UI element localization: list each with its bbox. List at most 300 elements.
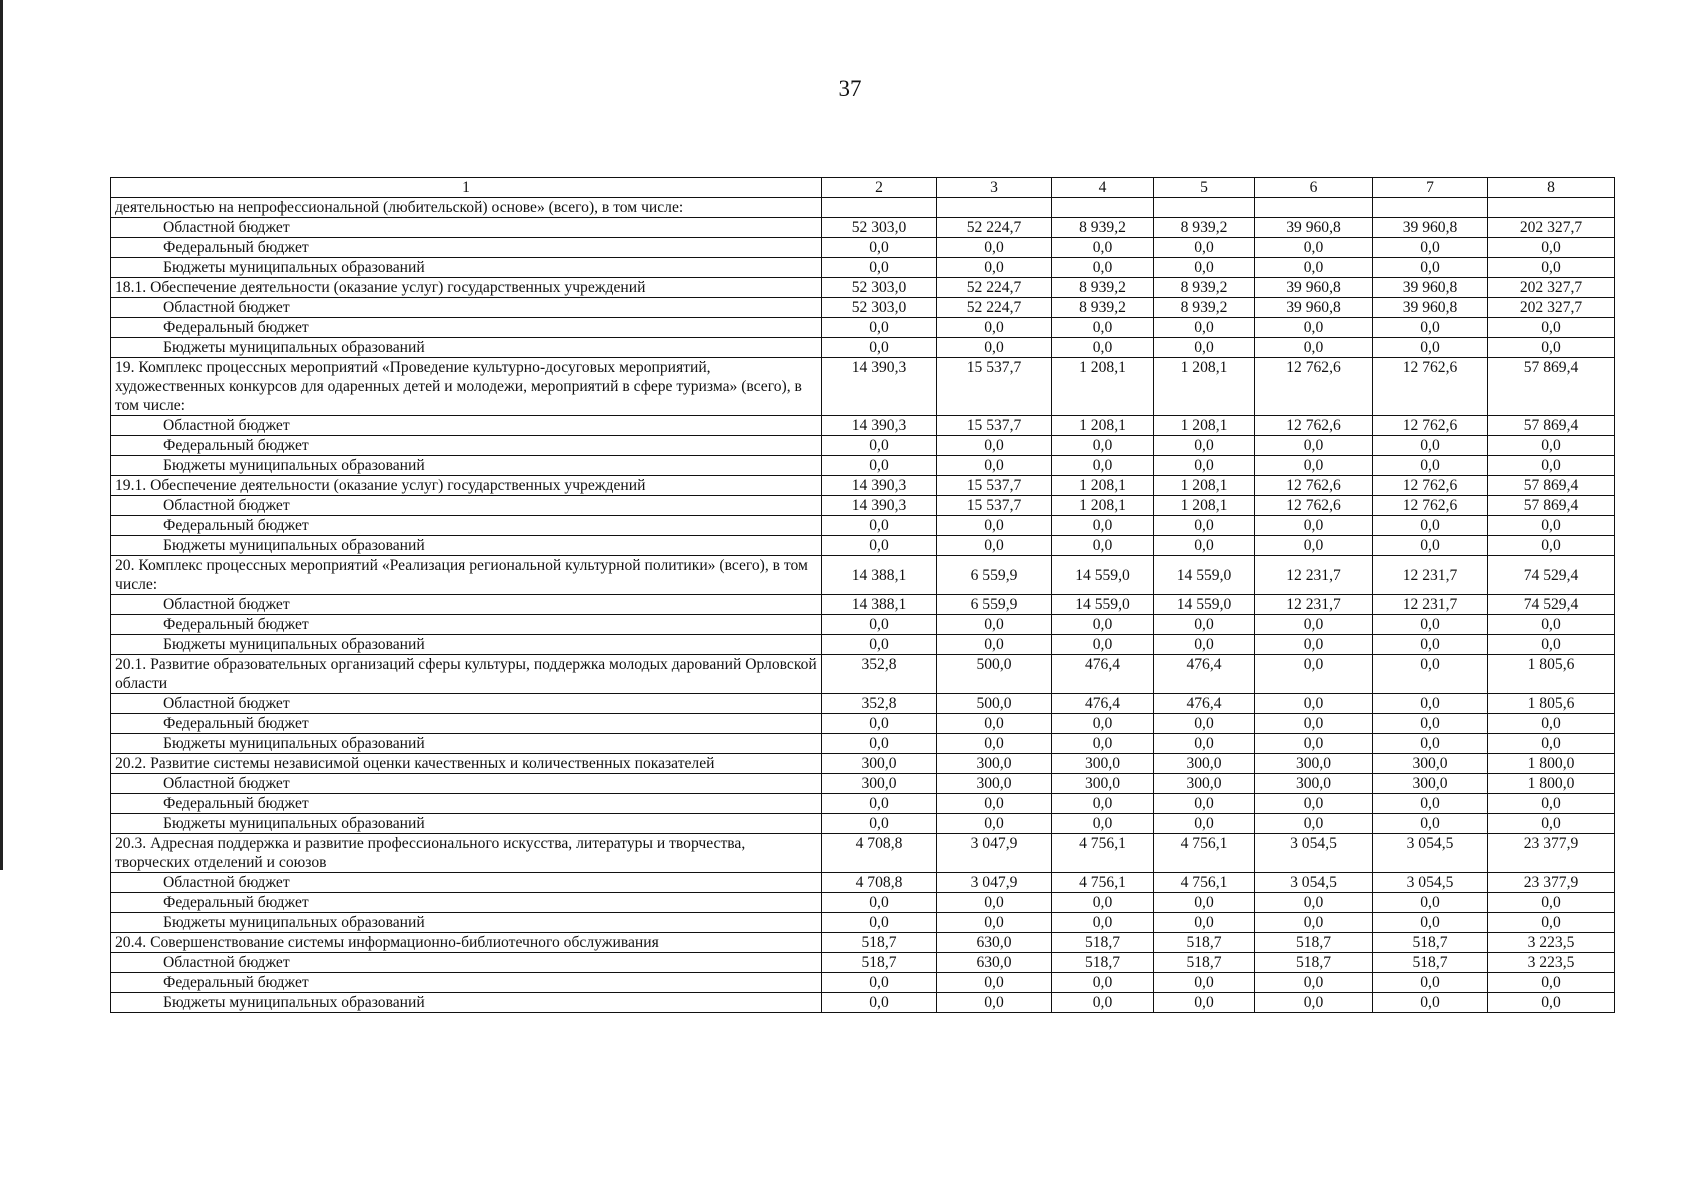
value-cell: 0,0: [1373, 238, 1488, 258]
value-cell: 8 939,2: [1052, 278, 1154, 298]
value-cell: 0,0: [1373, 913, 1488, 933]
table-row-source: [111, 416, 1615, 436]
value-cell: [1373, 198, 1488, 218]
value-cell: 0,0: [937, 913, 1052, 933]
value-cell: 8 939,2: [1052, 218, 1154, 238]
value-cell: 15 537,7: [937, 416, 1052, 436]
value-cell: 0,0: [1488, 436, 1615, 456]
value-cell: 3 054,5: [1255, 834, 1373, 873]
value-cell: 0,0: [822, 456, 937, 476]
value-cell: 6 559,9: [937, 595, 1052, 615]
value-cell: 0,0: [1052, 714, 1154, 734]
value-cell: 12 762,6: [1373, 476, 1488, 496]
value-cell: 3 047,9: [937, 873, 1052, 893]
value-cell: 1 800,0: [1488, 774, 1615, 794]
value-cell: 52 224,7: [937, 298, 1052, 318]
column-header: 3: [937, 178, 1052, 198]
table-row-group: [111, 358, 1615, 416]
value-cell: 0,0: [1373, 655, 1488, 694]
table-row-source: [111, 635, 1615, 655]
value-cell: 0,0: [1255, 456, 1373, 476]
row-label: Федеральный бюджет: [111, 318, 822, 338]
value-cell: 0,0: [1373, 973, 1488, 993]
value-cell: 0,0: [1488, 794, 1615, 814]
row-label: Федеральный бюджет: [111, 973, 822, 993]
value-cell: 0,0: [1488, 318, 1615, 338]
value-cell: 3 054,5: [1373, 834, 1488, 873]
value-cell: 0,0: [1052, 973, 1154, 993]
value-cell: 0,0: [1488, 734, 1615, 754]
table-row-group: [111, 655, 1615, 694]
value-cell: 0,0: [1373, 536, 1488, 556]
table-row-source: [111, 238, 1615, 258]
value-cell: 15 537,7: [937, 496, 1052, 516]
value-cell: 39 960,8: [1255, 298, 1373, 318]
column-header: 5: [1154, 178, 1255, 198]
value-cell: 0,0: [1373, 714, 1488, 734]
row-label: Бюджеты муниципальных образований: [111, 913, 822, 933]
row-label: Бюджеты муниципальных образований: [111, 734, 822, 754]
value-cell: 0,0: [822, 913, 937, 933]
value-cell: 202 327,7: [1488, 218, 1615, 238]
row-label: Бюджеты муниципальных образований: [111, 993, 822, 1013]
table-row-source: [111, 913, 1615, 933]
column-header: 6: [1255, 178, 1373, 198]
value-cell: 0,0: [1154, 338, 1255, 358]
header-row: [111, 178, 1615, 198]
table-row-source: [111, 536, 1615, 556]
row-label: Областной бюджет: [111, 595, 822, 615]
value-cell: 0,0: [1154, 238, 1255, 258]
value-cell: 0,0: [1154, 893, 1255, 913]
row-label: Федеральный бюджет: [111, 893, 822, 913]
value-cell: 0,0: [1373, 635, 1488, 655]
value-cell: 0,0: [1052, 258, 1154, 278]
value-cell: 1 208,1: [1154, 358, 1255, 416]
value-cell: 57 869,4: [1488, 476, 1615, 496]
value-cell: 6 559,9: [937, 556, 1052, 595]
value-cell: 0,0: [822, 318, 937, 338]
value-cell: 8 939,2: [1154, 298, 1255, 318]
value-cell: 518,7: [1052, 953, 1154, 973]
column-header: 4: [1052, 178, 1154, 198]
table-row-source: [111, 893, 1615, 913]
value-cell: 0,0: [1052, 734, 1154, 754]
value-cell: 300,0: [1154, 774, 1255, 794]
value-cell: 1 208,1: [1154, 476, 1255, 496]
value-cell: 57 869,4: [1488, 416, 1615, 436]
value-cell: 630,0: [937, 953, 1052, 973]
row-label: Бюджеты муниципальных образований: [111, 258, 822, 278]
value-cell: 0,0: [937, 436, 1052, 456]
value-cell: 0,0: [1488, 635, 1615, 655]
row-label: Федеральный бюджет: [111, 794, 822, 814]
value-cell: 0,0: [1052, 615, 1154, 635]
value-cell: 14 388,1: [822, 556, 937, 595]
value-cell: 0,0: [1373, 516, 1488, 536]
value-cell: 0,0: [1154, 794, 1255, 814]
value-cell: 0,0: [1052, 893, 1154, 913]
value-cell: 476,4: [1154, 655, 1255, 694]
value-cell: 3 223,5: [1488, 953, 1615, 973]
row-label: 20. Комплекс процессных мероприятий «Реализация региональной культурной политики» (всего), в том числе:: [111, 556, 822, 595]
value-cell: 1 208,1: [1052, 476, 1154, 496]
value-cell: 12 231,7: [1255, 556, 1373, 595]
row-label: Областной бюджет: [111, 953, 822, 973]
table-row-source: [111, 615, 1615, 635]
value-cell: 3 054,5: [1373, 873, 1488, 893]
value-cell: 0,0: [822, 338, 937, 358]
value-cell: 1 208,1: [1052, 416, 1154, 436]
column-header: 2: [822, 178, 937, 198]
value-cell: 518,7: [1373, 933, 1488, 953]
table-row-source: [111, 338, 1615, 358]
value-cell: 1 208,1: [1154, 416, 1255, 436]
value-cell: 0,0: [1255, 635, 1373, 655]
value-cell: 300,0: [937, 754, 1052, 774]
row-label: 20.2. Развитие системы независимой оценки качественных и количественных показателей: [111, 754, 822, 774]
row-label: Бюджеты муниципальных образований: [111, 635, 822, 655]
row-label: Областной бюджет: [111, 774, 822, 794]
value-cell: 0,0: [1052, 536, 1154, 556]
table-row-group: [111, 754, 1615, 774]
value-cell: 0,0: [822, 893, 937, 913]
value-cell: 0,0: [1154, 913, 1255, 933]
value-cell: 0,0: [1255, 734, 1373, 754]
value-cell: 0,0: [1373, 615, 1488, 635]
page-number: 37: [838, 76, 862, 101]
value-cell: 52 224,7: [937, 278, 1052, 298]
value-cell: [1255, 198, 1373, 218]
row-label: Областной бюджет: [111, 298, 822, 318]
value-cell: 0,0: [1052, 635, 1154, 655]
value-cell: 14 390,3: [822, 358, 937, 416]
value-cell: 57 869,4: [1488, 358, 1615, 416]
table-row-source: [111, 953, 1615, 973]
value-cell: 12 762,6: [1373, 416, 1488, 436]
value-cell: 300,0: [1154, 754, 1255, 774]
table-row-source: [111, 734, 1615, 754]
row-label: Областной бюджет: [111, 496, 822, 516]
value-cell: 0,0: [1373, 258, 1488, 278]
value-cell: 0,0: [1488, 993, 1615, 1013]
value-cell: 0,0: [822, 258, 937, 278]
value-cell: 0,0: [1154, 714, 1255, 734]
row-label: деятельностью на непрофессиональной (любительской) основе» (всего), в том числе:: [111, 198, 822, 218]
value-cell: 476,4: [1052, 655, 1154, 694]
table-row-source: [111, 714, 1615, 734]
table-row-source: [111, 516, 1615, 536]
row-label: Федеральный бюджет: [111, 615, 822, 635]
value-cell: 12 231,7: [1255, 595, 1373, 615]
value-cell: 0,0: [1488, 714, 1615, 734]
table-row-source: [111, 873, 1615, 893]
value-cell: 0,0: [1052, 516, 1154, 536]
value-cell: 0,0: [1154, 734, 1255, 754]
value-cell: 518,7: [1052, 933, 1154, 953]
row-label: Областной бюджет: [111, 218, 822, 238]
value-cell: 12 762,6: [1255, 416, 1373, 436]
value-cell: 0,0: [937, 318, 1052, 338]
value-cell: 3 223,5: [1488, 933, 1615, 953]
value-cell: 300,0: [1373, 754, 1488, 774]
value-cell: 0,0: [1154, 615, 1255, 635]
value-cell: 0,0: [1052, 456, 1154, 476]
value-cell: 3 047,9: [937, 834, 1052, 873]
value-cell: 0,0: [1373, 814, 1488, 834]
value-cell: 1 208,1: [1154, 496, 1255, 516]
value-cell: [937, 198, 1052, 218]
row-label: Федеральный бюджет: [111, 714, 822, 734]
value-cell: 300,0: [1052, 774, 1154, 794]
value-cell: 518,7: [822, 953, 937, 973]
value-cell: 0,0: [937, 338, 1052, 358]
table-row-source: [111, 436, 1615, 456]
value-cell: 300,0: [1373, 774, 1488, 794]
value-cell: 518,7: [1373, 953, 1488, 973]
value-cell: 12 762,6: [1373, 496, 1488, 516]
value-cell: 0,0: [1488, 338, 1615, 358]
value-cell: 0,0: [1373, 734, 1488, 754]
budget-table-body: [111, 178, 1615, 1013]
value-cell: 14 559,0: [1052, 556, 1154, 595]
value-cell: 202 327,7: [1488, 298, 1615, 318]
value-cell: 0,0: [1052, 318, 1154, 338]
value-cell: 0,0: [1255, 655, 1373, 694]
value-cell: 0,0: [1154, 456, 1255, 476]
value-cell: 52 224,7: [937, 218, 1052, 238]
value-cell: 0,0: [1255, 993, 1373, 1013]
value-cell: 0,0: [1052, 794, 1154, 814]
value-cell: 0,0: [1255, 258, 1373, 278]
value-cell: 23 377,9: [1488, 873, 1615, 893]
row-label: 19. Комплекс процессных мероприятий «Проведение культурно-досуговых мероприятий, художественных конкурсов для одаренных детей и молодежи, мероприятий в сфере туризма» (всего), в том числе:: [111, 358, 822, 416]
budget-table: [110, 177, 1615, 1013]
value-cell: 0,0: [1488, 615, 1615, 635]
value-cell: 4 708,8: [822, 873, 937, 893]
value-cell: 15 537,7: [937, 476, 1052, 496]
value-cell: 4 756,1: [1154, 834, 1255, 873]
value-cell: 0,0: [1154, 993, 1255, 1013]
value-cell: 1 800,0: [1488, 754, 1615, 774]
value-cell: 0,0: [1373, 436, 1488, 456]
value-cell: 518,7: [1154, 933, 1255, 953]
value-cell: 0,0: [937, 635, 1052, 655]
table-row-source: [111, 694, 1615, 714]
column-header: 8: [1488, 178, 1615, 198]
table-row-source: [111, 456, 1615, 476]
value-cell: 0,0: [1488, 516, 1615, 536]
value-cell: 0,0: [1255, 694, 1373, 714]
value-cell: 518,7: [1255, 953, 1373, 973]
table-row-source: [111, 794, 1615, 814]
value-cell: 0,0: [1373, 893, 1488, 913]
value-cell: 0,0: [937, 734, 1052, 754]
value-cell: 0,0: [822, 973, 937, 993]
value-cell: 4 708,8: [822, 834, 937, 873]
row-label: 20.1. Развитие образовательных организаций сферы культуры, поддержка молодых дарований Орловской области: [111, 655, 822, 694]
value-cell: 0,0: [1255, 814, 1373, 834]
value-cell: [1154, 198, 1255, 218]
row-label: Областной бюджет: [111, 694, 822, 714]
value-cell: 52 303,0: [822, 298, 937, 318]
value-cell: 0,0: [937, 516, 1052, 536]
value-cell: 0,0: [937, 238, 1052, 258]
value-cell: 300,0: [1255, 754, 1373, 774]
value-cell: 0,0: [1488, 973, 1615, 993]
value-cell: 0,0: [1255, 516, 1373, 536]
value-cell: 0,0: [1255, 615, 1373, 635]
value-cell: 0,0: [1052, 436, 1154, 456]
row-label: Федеральный бюджет: [111, 436, 822, 456]
value-cell: 0,0: [1373, 993, 1488, 1013]
value-cell: 57 869,4: [1488, 496, 1615, 516]
value-cell: 39 960,8: [1255, 218, 1373, 238]
value-cell: 0,0: [937, 536, 1052, 556]
value-cell: 518,7: [1255, 933, 1373, 953]
value-cell: [822, 198, 937, 218]
value-cell: 476,4: [1052, 694, 1154, 714]
table-row-source: [111, 218, 1615, 238]
value-cell: 12 231,7: [1373, 595, 1488, 615]
value-cell: 0,0: [822, 993, 937, 1013]
value-cell: 0,0: [937, 993, 1052, 1013]
value-cell: 0,0: [822, 536, 937, 556]
value-cell: 0,0: [1373, 456, 1488, 476]
table-row-source: [111, 973, 1615, 993]
value-cell: 23 377,9: [1488, 834, 1615, 873]
value-cell: 4 756,1: [1052, 873, 1154, 893]
value-cell: 0,0: [1488, 814, 1615, 834]
value-cell: 518,7: [822, 933, 937, 953]
row-label: 18.1. Обеспечение деятельности (оказание услуг) государственных учреждений: [111, 278, 822, 298]
value-cell: 500,0: [937, 655, 1052, 694]
value-cell: 1 805,6: [1488, 694, 1615, 714]
value-cell: 518,7: [1154, 953, 1255, 973]
value-cell: 1 805,6: [1488, 655, 1615, 694]
table-row-source: [111, 298, 1615, 318]
value-cell: 0,0: [822, 635, 937, 655]
value-cell: 3 054,5: [1255, 873, 1373, 893]
row-label: Областной бюджет: [111, 873, 822, 893]
value-cell: 0,0: [1255, 893, 1373, 913]
value-cell: 52 303,0: [822, 278, 937, 298]
value-cell: 14 559,0: [1052, 595, 1154, 615]
value-cell: 0,0: [1488, 258, 1615, 278]
value-cell: 0,0: [1154, 635, 1255, 655]
value-cell: 14 390,3: [822, 416, 937, 436]
value-cell: 0,0: [1373, 794, 1488, 814]
value-cell: 0,0: [1154, 536, 1255, 556]
row-label: 20.3. Адресная поддержка и развитие профессионального искусства, литературы и творчества, творческих отделений и союзов: [111, 834, 822, 873]
table-row-group: [111, 198, 1615, 218]
value-cell: 12 762,6: [1255, 496, 1373, 516]
value-cell: 0,0: [1488, 536, 1615, 556]
value-cell: 0,0: [822, 516, 937, 536]
value-cell: 0,0: [1488, 238, 1615, 258]
value-cell: 476,4: [1154, 694, 1255, 714]
row-label: Федеральный бюджет: [111, 516, 822, 536]
value-cell: 0,0: [937, 456, 1052, 476]
row-label: Бюджеты муниципальных образований: [111, 456, 822, 476]
value-cell: 0,0: [1255, 536, 1373, 556]
value-cell: 0,0: [1052, 913, 1154, 933]
value-cell: 0,0: [937, 794, 1052, 814]
value-cell: 12 762,6: [1373, 358, 1488, 416]
value-cell: 630,0: [937, 933, 1052, 953]
value-cell: [1052, 198, 1154, 218]
value-cell: 0,0: [937, 258, 1052, 278]
row-label: Областной бюджет: [111, 416, 822, 436]
row-label: Бюджеты муниципальных образований: [111, 338, 822, 358]
column-header: 1: [111, 178, 822, 198]
value-cell: 352,8: [822, 694, 937, 714]
value-cell: 0,0: [822, 714, 937, 734]
value-cell: 0,0: [1154, 318, 1255, 338]
row-label: Бюджеты муниципальных образований: [111, 536, 822, 556]
table-row-source: [111, 814, 1615, 834]
value-cell: 0,0: [1255, 338, 1373, 358]
value-cell: 0,0: [937, 714, 1052, 734]
table-row-source: [111, 595, 1615, 615]
value-cell: 39 960,8: [1373, 278, 1488, 298]
value-cell: 0,0: [937, 615, 1052, 635]
value-cell: 12 231,7: [1373, 556, 1488, 595]
value-cell: 0,0: [1154, 814, 1255, 834]
value-cell: 8 939,2: [1154, 218, 1255, 238]
value-cell: 0,0: [1052, 814, 1154, 834]
value-cell: 14 559,0: [1154, 595, 1255, 615]
value-cell: [1488, 198, 1615, 218]
value-cell: 12 762,6: [1255, 476, 1373, 496]
value-cell: 0,0: [1154, 973, 1255, 993]
value-cell: 1 208,1: [1052, 496, 1154, 516]
column-header: 7: [1373, 178, 1488, 198]
value-cell: 0,0: [1255, 973, 1373, 993]
value-cell: 0,0: [937, 814, 1052, 834]
value-cell: 8 939,2: [1052, 298, 1154, 318]
value-cell: 300,0: [937, 774, 1052, 794]
table-row-group: [111, 278, 1615, 298]
value-cell: 300,0: [822, 774, 937, 794]
table-row-group: [111, 834, 1615, 873]
value-cell: 0,0: [1154, 436, 1255, 456]
value-cell: 74 529,4: [1488, 595, 1615, 615]
value-cell: 0,0: [1373, 318, 1488, 338]
value-cell: 500,0: [937, 694, 1052, 714]
table-row-group: [111, 556, 1615, 595]
value-cell: 39 960,8: [1255, 278, 1373, 298]
value-cell: 39 960,8: [1373, 298, 1488, 318]
value-cell: 39 960,8: [1373, 218, 1488, 238]
value-cell: 0,0: [1052, 993, 1154, 1013]
value-cell: 0,0: [1373, 338, 1488, 358]
value-cell: 0,0: [937, 973, 1052, 993]
value-cell: 0,0: [822, 734, 937, 754]
value-cell: 0,0: [937, 893, 1052, 913]
table-row-source: [111, 496, 1615, 516]
value-cell: 300,0: [1255, 774, 1373, 794]
value-cell: 0,0: [1255, 238, 1373, 258]
value-cell: 1 208,1: [1052, 358, 1154, 416]
table-row-source: [111, 993, 1615, 1013]
value-cell: 14 390,3: [822, 496, 937, 516]
table-row-source: [111, 774, 1615, 794]
table-row-source: [111, 258, 1615, 278]
value-cell: 0,0: [1255, 436, 1373, 456]
value-cell: 4 756,1: [1154, 873, 1255, 893]
table-row-source: [111, 318, 1615, 338]
